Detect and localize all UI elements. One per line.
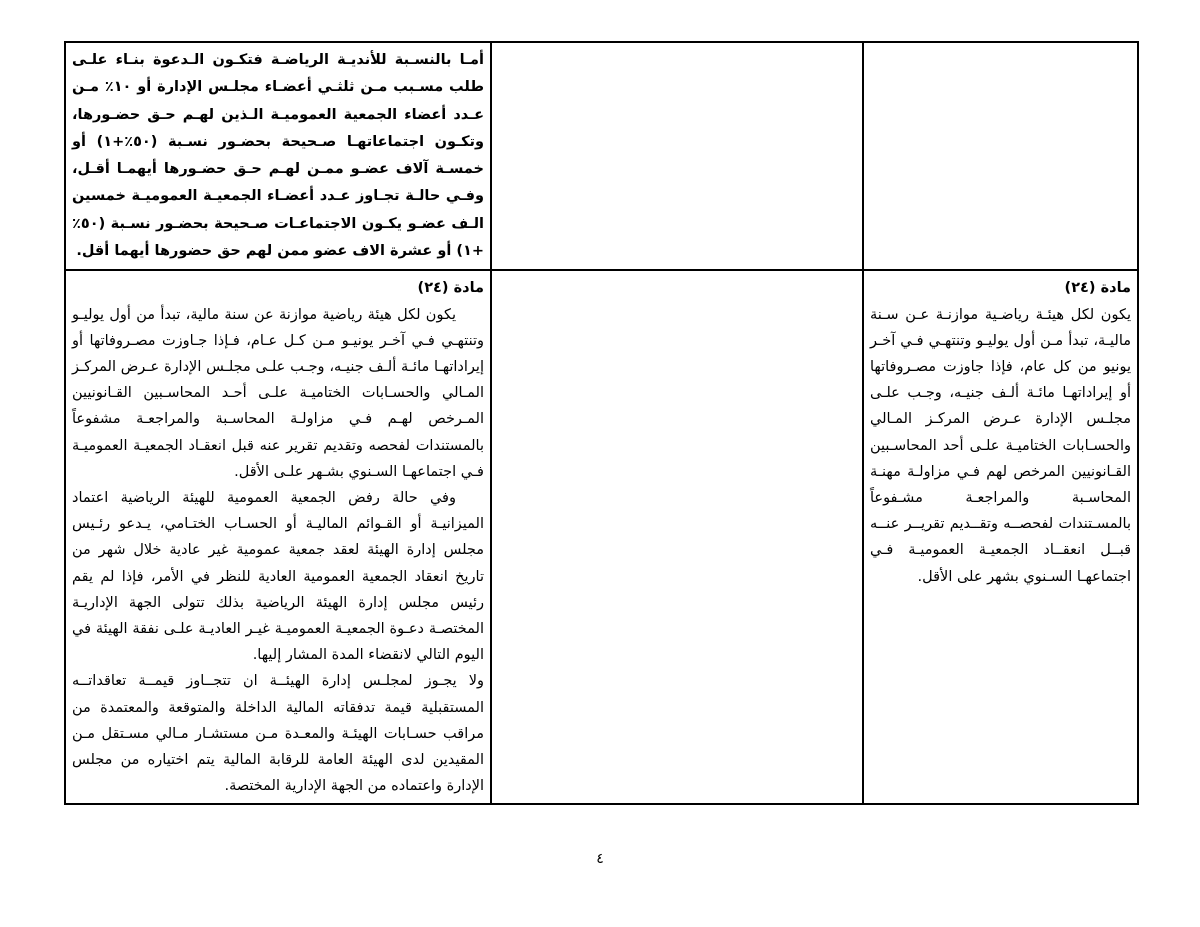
notes-cell	[491, 270, 863, 804]
article-paragraph: يكون لكل هيئة رياضية موازنة عن سنة مالية، تبدأ من أول يوليـو وتنتهـي فـي آخـر يونيـو مـن كـل عـام، فـإذا جـاوزت مصـروفاتها أو إيراداتهـا مائـة ألـف جنيـه، وجـب علـى مجلـس الإدارة عـرض المركـز المـالي والحسـابات الختاميـة علـى أحـد المحاسـبين القـانونيين المـرخص لهـم فـي مزاولـة المحاسـبة والمراجعـة مشفوعاً بالمستندات لفحصه وتقديم تقرير عنه قبل انعقـاد الجمعيـة العموميـة فـي اجتماعهـا السـنوي بشـهر علـى الأقل.	[72, 306, 484, 480]
table-row	[65, 270, 1138, 804]
comparison-table	[64, 41, 1139, 805]
bold-paragraph: أمـا بالنسـبة للأنديـة الرياضـة فتكـون الـدعوة بنـاء علـى طلب مسـبب مـن ثلثـي أعضـاء مجلـس الإدارة أو ١٠٪ مـن عـدد أعضاء الجمعية العموميـة الـذين لهـم حـق حضـورها، وتكـون اجتماعاتهـا صـحيحة بحضـور نسـبة (٥٠٪+١) أو خمسـة آلاف عضـو ممـن لهـم حـق حضـورها أيهمـا أقـل، وفـي حالـة تجـاوز عـدد أعضـاء الجمعيـة العموميـة خمسين الـف عضـو يكـون الاجتماعـات صـحيحة بحضـور نسـبة (٥٠٪+١) أو عشرة الاف عضو ممن لهم حق حضورها أيهما أقل.	[72, 52, 484, 260]
table-row	[65, 42, 1138, 270]
original-article-cell	[863, 270, 1138, 804]
article-heading: مادة (٢٤)	[417, 280, 484, 297]
article-paragraph: وفي حالة رفض الجمعية العمومية للهيئة الرياضية اعتماد الميزانيـة أو القـوائم الماليـة أو الحسـاب الختـامي، يـدعو رئـيس مجلس إدارة الهيئة لعقد جمعية عمومية غير عادية خلال شهر من تاريخ انعقاد الجمعية العمومية العادية للنظر في الأمر، فإذا لم يقم رئيس مجلس إدارة الهيئة الرياضية بذلك تتولى الجهة الإداريـة المختصـة دعـوة الجمعيـة العموميـة غيـر العاديـة علـى نفقة الهيئة في اليوم التالي لانقضاء المدة المشار إليها.	[72, 490, 484, 664]
article-paragraph: يكون لكل هيئـة رياضـية موازنـة عـن سـنة ماليـة، تبدأ مـن أول يوليـو وتنتهـي فـي آخـر يونيو من كل عام، فإذا جاوزت مصـروفاتها أو إيراداتهـا مائـة ألـف جنيـه، وجـب علـى مجلـس الإدارة عـرض المركـز المـالي والحسـابات الختاميـة علـى أحد المحاسـبين القـانونيين المرخص لهم فـي مزاولـة مهنـة المحاسـبة والمراجعـة مشـفوعاً بالمسـتندات لفحصــه وتقــديم تقريــر عنــه قبــل انعقــاد الجمعيـة العموميـة فـي اجتماعهـا السـنوي بشهر على الأقل.	[870, 306, 1131, 585]
notes-cell	[491, 42, 863, 270]
original-text-cell	[863, 42, 1138, 270]
article-heading: مادة (٢٤)	[1064, 280, 1131, 297]
amended-article-cell	[65, 270, 491, 804]
amended-text-cell	[65, 42, 491, 270]
page-number: ٤	[596, 851, 604, 867]
article-paragraph: ولا يجـوز لمجلـس إدارة الهيئــة ان تتجــاوز قيمــة تعاقداتــه المستقبلية قيمة تدفقاته المالية الداخلة والمتوقعة والمعتمدة من مراقب حسـابات الهيئـة والمعـدة مـن مستشـار مـالي مسـتقل مـن المقيدين لدى الهيئة العامة للرقابة المالية يتم اختياره من مجلس الإدارة واعتماده من الجهة الإدارية المختصة.	[72, 673, 484, 795]
